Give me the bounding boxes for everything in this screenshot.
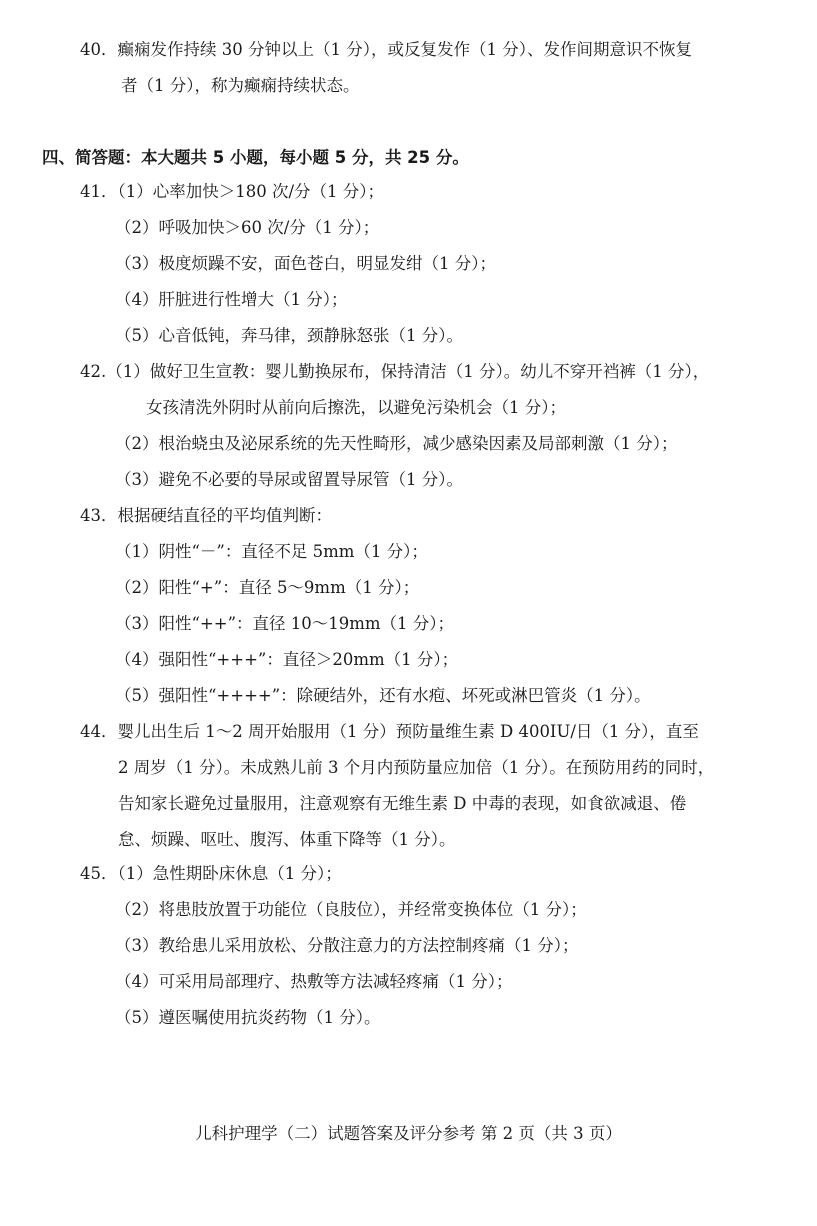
q43-item-5: （5）强阳性“++++”：除硬结外，还有水疱、坏死或淋巴管炎（1 分）。 [115,686,651,705]
q45-item-4: （4）可采用局部理疗、热敷等方法减轻疼痛（1 分）； [115,972,513,991]
section-heading: 四、简答题：本大题共 5 小题，每小题 5 分，共 25 分。 [42,148,469,167]
q45-item-3: （3）教给患儿采用放松、分散注意力的方法控制疼痛（1 分）； [115,936,579,955]
q43-item-1: （1）阴性“－”：直径不足 5mm（1 分）； [115,542,428,561]
q44-line-4: 怠、烦躁、呕吐、腹泻、体重下降等（1 分）。 [118,830,456,849]
q43-intro: 43．根据硬结直径的平均值判断： [80,506,332,525]
q40-line-1: 40．癫痫发作持续 30 分钟以上（1 分），或反复发作（1 分）、发作间期意识不恢复 [80,40,692,59]
q45-item-1: 45．（1）急性期卧床休息（1 分）； [80,864,342,883]
q43-item-3: （3）阳性“++”：直径 10～19mm（1 分）； [115,614,455,633]
q42-item-2: （2）根治蛲虫及泌尿系统的先天性畸形，减少感染因素及局部刺激（1 分）； [115,434,678,453]
q42-item-1: 42.（1）做好卫生宣教：婴儿勤换尿布，保持清洁（1 分）。幼儿不穿开裆裤（1 分）， [80,362,710,381]
q41-item-2: （2）呼吸加快＞60 次/分（1 分）； [115,218,380,237]
q42-item-1-cont: 女孩清洗外阴时从前向后擦洗，以避免污染机会（1 分）； [146,398,566,417]
q43-item-4: （4）强阳性“+++”：直径＞20mm（1 分）； [115,650,459,669]
q44-line-1: 44．婴儿出生后 1～2 周开始服用（1 分）预防量维生素 D 400IU/日（1 分），直至 [80,722,699,741]
q45-item-2: （2）将患肢放置于功能位（良肢位），并经常变换体位（1 分）； [115,900,587,919]
q41-item-4: （4）肝脏进行性增大（1 分）； [115,290,348,309]
q42-item-3: （3）避免不必要的导尿或留置导尿管（1 分）。 [115,470,463,489]
q41-item-5: （5）心音低钝，奔马律，颈静脉怒张（1 分）。 [115,326,463,345]
q41-item-1: 41．（1）心率加快＞180 次/分（1 分）； [80,182,385,201]
q41-item-3: （3）极度烦躁不安，面色苍白，明显发绀（1 分）； [115,254,496,273]
q44-line-3: 告知家长避免过量服用，注意观察有无维生素 D 中毒的表现，如食欲减退、倦 [118,794,687,813]
q43-item-2: （2）阳性“+”：直径 5～9mm（1 分）； [115,578,420,597]
q40-line-2: 者（1 分），称为癫痫持续状态。 [121,76,360,95]
q44-line-2: 2 周岁（1 分）。未成熟儿前 3 个月内预防量应加倍（1 分）。在预防用药的同时， [118,758,715,777]
q45-item-5: （5）遵医嘱使用抗炎药物（1 分）。 [115,1008,381,1027]
page-footer: 儿科护理学（二）试题答案及评分参考 第 2 页（共 3 页） [195,1124,622,1143]
